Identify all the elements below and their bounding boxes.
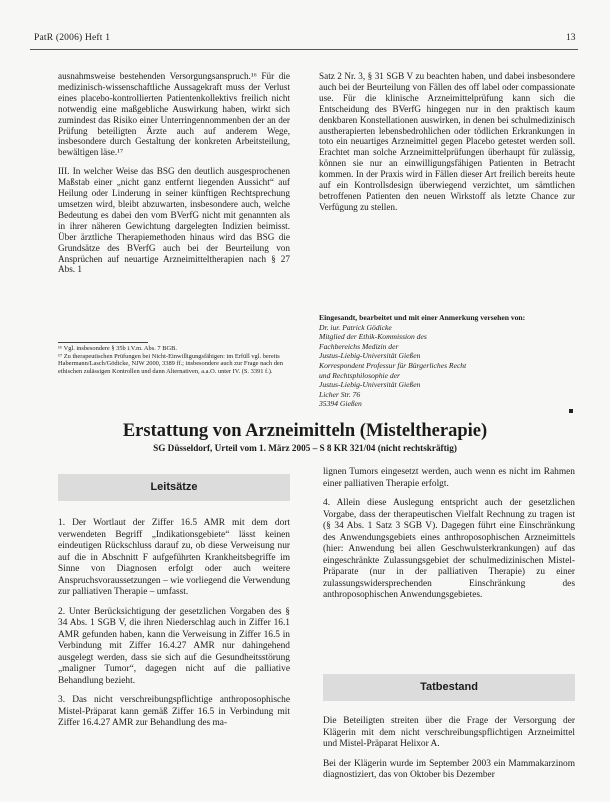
footnote-rule <box>58 342 148 343</box>
left-column-upper <box>58 71 290 275</box>
paragraph: III. In welcher Weise das BSG den deutlich ausgesprochenen Maßstab einer „nicht ganz entfernt liegenden Aussicht“ auf Heilung oder Linderung in seiner künftigen Rechtsprechung umsetzen wird, bleibt abzuwarten, insbesondere auch, welche Bedeutung es dabei den vom BVerfG nicht mit genannten als in ihrer näheren Gewichtung dargelegten Indizien beimisst. Über ärztliche Therapiemethoden hinaus wird das BSG die Grundsätze des BVerfG auch bei der Beurteilung von Ansprüchen auf neuartige Arzneimitteltherapien nach § 27 Abs. 1 <box>58 166 290 275</box>
author-line: Licher Str. 76 <box>319 389 361 399</box>
list-item: lignen Tumors eingesetzt werden, auch wenn es nicht im Rahmen einer palliativen Therapie erfolgt. <box>323 467 575 489</box>
paragraph: ausnahmsweise bestehenden Versorgungsanspruch.¹⁶ Für die medizinisch-wissenschaftliche Aussagekraft muss der Verlust eines placebo-kontrollierten Patientenkollektivs freilich nicht notwendig eine maßgebliche Auswirkung haben, wirkt sich zumindest das Risiko einer Unterringennommenben der an der Prüfung beteiligten Ärzte auch auf anderem Wege, insbesondere durch Gestaltung der konkreten Arbeitsteilung, bewältigen läse.¹⁷ <box>58 71 290 158</box>
section-heading-label: Leitsätze <box>150 481 198 493</box>
list-item: 2. Unter Berücksichtigung der gesetzlichen Vorgaben des § 34 Abs. 1 SGB V, die ihren Niederschlag auch in Ziffer 16.1 AMR gefunden haben, kann die Verweisung in Ziffer 16.5 in Verbindung mit Ziffer 16.4.27 AMR nur dahingehend ausgelegt werden, dass sie sich auf die Gesundheitsstörung „maligner Tumor“, dagegen nicht auf die palliative Behandlung bezieht. <box>58 606 290 686</box>
author-line: Mitglied der Ethik-Kommission des <box>319 332 427 342</box>
right-column-upper <box>319 71 575 213</box>
list-item: 4. Allein diese Auslegung entspricht auch der gesetzlichen Vorgabe, dass der therapeutischen Vielfalt Rechnung zu tragen ist (§ 34 Abs. 1 Satz 3 SGB V). Dagegen führt eine Einschränkung des Anwendungsgebiets eines anthroposophischen Arzneimittels (hier: Anwendung bei allen Geschwulsterkrankungen) auf das eingeschränkte Zulassungsgebiet der schulmedizinischen Mistel-Präparate (nur in der palliativen Therapie) zu einer zulassungswidersprechenden Einschränkung des anthroposophischen Anwendungsgebietes. <box>323 498 575 600</box>
right-column-lower <box>323 467 575 610</box>
footnote: ¹⁶ Vgl. insbesondere § 35b i.V.m. Abs. 7 BGB. <box>58 345 177 352</box>
tatbestand-text <box>323 716 575 790</box>
article-title: Erstattung von Arzneimitteln (Misteltherapie) <box>122 421 488 441</box>
journal-header: PatR (2006) Heft 1 <box>34 33 111 43</box>
footnote: ¹⁷ Zu therapeutischen Prüfungen bei Nicht-Einwilligungsfähigen: im Erfüll vgl. bereits Habermann/Lasch/Gödicke, NJW 2000, 3389 ff.; insbesondere auch zur Frage nach den ethischen zulässigen Kontrollen und dann Alternativen, a.a.O. unter IV. (S. 3391 f.). <box>58 352 283 375</box>
section-heading-tatbestand <box>323 674 575 701</box>
author-note <box>319 313 575 409</box>
author-line: Justus-Liebig-Universität Gießen <box>319 380 421 390</box>
section-heading-leitsaetze <box>58 474 290 501</box>
header-rule <box>30 49 578 50</box>
author-note-heading: Eingesandt, bearbeitet und mit einer Anmerkung versehen von: <box>319 313 526 322</box>
author-line: Korrespondent Professur für Bürgerliches Recht <box>319 360 467 370</box>
paragraph: Satz 2 Nr. 3, § 31 SGB V zu beachten haben, und dabei insbesondere auch bei der Beurteilung von Fällen des off label oder compassionate use. Für die klinische Arzneimittelprüfung kann sich die Entscheidung des BVerfG hingegen nur in den praktisch kaum denkbaren Konstellationen auswirken, in denen bei schulmedizinisch austherapierten lebensbedrohlichen oder tödlichen Erkrankungen in toto ein neuartiges Arzneimittel gegen Placebo getestet werden soll. Erachtet man solche Arzneimittelprüfungen überhaupt für zulässig, können sie nur an einwilligungsfähigen Patienten in Betracht kommen. In der Praxis wird in Fällen dieser Art freilich bereits heute auf ein Kontrollsdesign überwiegend verzichtet, um sämtlichen betroffenen Patienten den neuen Wirkstoff als letzte Chance zur Verfügung zu stellen. <box>319 71 575 212</box>
author-name: Dr. iur. Patrick Gödicke <box>319 322 392 332</box>
list-item: 3. Das nicht verschreibungspflichtige anthroposophische Mistel-Präparat kann gemäß Ziffer 16.5 in Verbindung mit Ziffer 16.4.27 AMR zur Behandlung des ma- <box>58 695 290 728</box>
author-line: Justus-Liebig-Universität Gießen <box>319 351 421 361</box>
paragraph: Bei der Klägerin wurde im September 2003 ein Mammakarzinom diagnostiziert, das von Oktober bis Dezember <box>323 758 575 780</box>
author-line: Fachbereichs Medizin der <box>319 341 399 351</box>
page-number: 13 <box>566 33 576 43</box>
footnotes <box>58 345 290 375</box>
author-line: und Rechtsphilosophie der <box>319 370 400 380</box>
article-subtitle: SG Düsseldorf, Urteil vom 1. März 2005 – S 8 KR 321/04 (nicht rechtskräftig) <box>153 443 457 453</box>
leitsaetze-list <box>58 518 290 738</box>
end-mark-icon <box>569 409 573 413</box>
author-line: 35394 Gießen <box>319 399 362 409</box>
list-item: 1. Der Wortlaut der Ziffer 16.5 AMR mit dem dort verwendeten Begriff „Indikationsgebiete“ lässt keinen eindeutigen Rückschluss darauf zu, ob diese Verweisung nur auf die in Abschnitt F aufgeführten Krankheitsbegriffe im Sinne von Diagnosen erfolgt oder auch weitere Anspruchsvoraussetzungen – wie vorliegend die Verwendung zur palliativen Therapie – umfasst. <box>58 518 290 597</box>
paragraph: Die Beteiligten streiten über die Frage der Versorgung der Klägerin mit dem nicht verschreibungspflichtigen Arzneimittel und Mistel-Präparat Helixor A. <box>323 716 575 749</box>
section-heading-label: Tatbestand <box>420 681 478 693</box>
